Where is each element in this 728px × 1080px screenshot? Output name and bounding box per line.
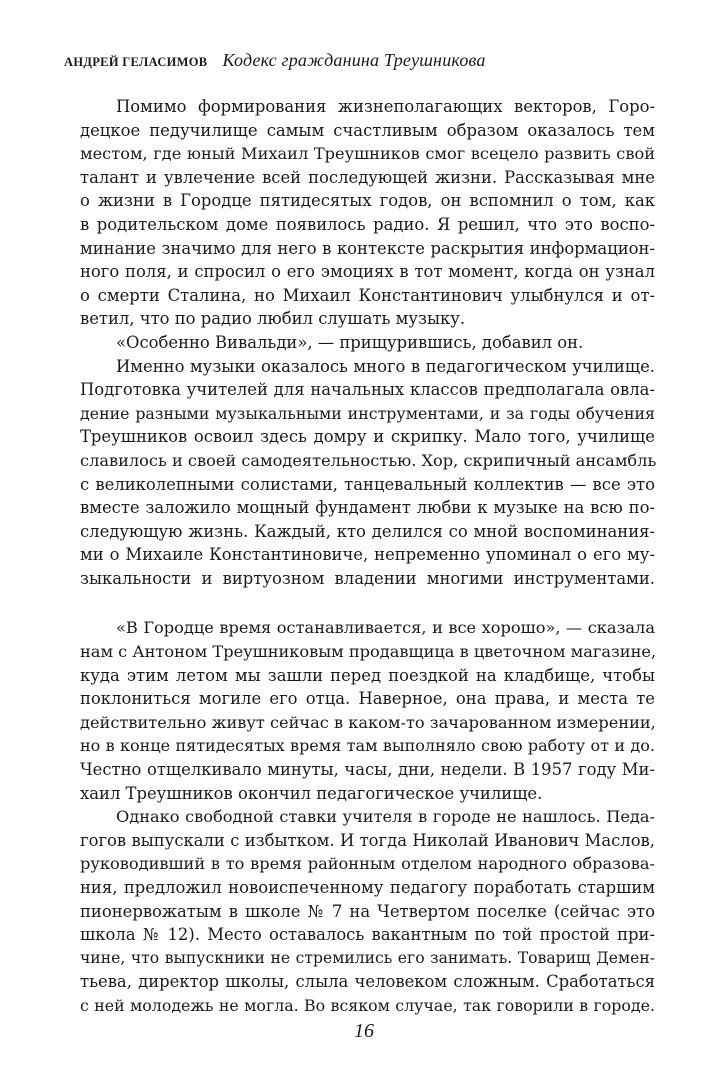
page-number: 16 — [354, 1020, 374, 1042]
text-line: вместе заложило мощный фундамент любви к музыке на всю по- — [80, 498, 655, 518]
header-author: АНДРЕЙ ГЕЛАСИМОВ — [64, 55, 208, 69]
text-line: о смерти Сталина, но Михаил Константинович улыбнулся и от- — [80, 285, 655, 305]
running-header — [64, 50, 688, 72]
text-line: талант и увлечение всей последующей жизни. Рассказывая мне — [80, 167, 655, 187]
text-line: тьева, директор школы, слыла человеком сложным. Сработаться — [80, 972, 655, 992]
paragraph-3 — [80, 355, 655, 591]
header-book-title: Кодекс гражданина Треушникова — [222, 50, 486, 70]
text-line: действительно живут сейчас в каком-то зачарованном измерении, — [80, 712, 656, 732]
text-line: ми о Михаиле Константиновиче, непременно упоминал о его му- — [80, 545, 655, 565]
text-line: ния, предложил новоиспеченному педагогу поработать старшим — [80, 878, 655, 897]
text-line: «Особенно Вивальди», — прищурившись, добавил он. — [116, 332, 584, 352]
text-line: с ней молодежь не могла. Во всяком случае, так говорили в городе. — [80, 995, 655, 1015]
text-line: хаил Треушников окончил педагогическое училище. — [80, 783, 543, 803]
text-line: «В Городце время останавливается, и все хорошо», — сказала — [116, 618, 655, 638]
text-line: Именно музыки оказалось много в педагогическом училище. — [116, 356, 655, 376]
text-line: нам с Антоном Треушниковым продавщица в цветочном магазине, — [80, 642, 657, 662]
text-line: минание значимо для него в контексте раскрытия информацион- — [80, 238, 655, 258]
text-line: пионервожатым в школе № 7 на Четвертом поселке (сейчас это — [80, 901, 655, 921]
text-line: куда этим летом мы зашли перед поездкой на кладбище, чтобы — [80, 665, 655, 685]
text-line: но в конце пятидесятых время там выполняло свою работу от и до. — [80, 736, 655, 756]
text-line: о жизни в Городце пятидесятых годов, он вспомнил о том, как — [80, 191, 655, 211]
text-line: следующую жизнь. Каждый, кто делился со мной воспоминания- — [80, 521, 655, 541]
text-line: чине, что выпускники не стремились его занимать. Товарищ Демен- — [80, 948, 655, 967]
page-body — [80, 95, 655, 1018]
text-line: дение разными музыкальными инструментами, и за годы обучения — [80, 403, 655, 423]
paragraph-4 — [80, 616, 655, 805]
text-line: школа № 12). Место оставалось вакантным по той простой при- — [80, 925, 655, 945]
text-line: поклониться могиле его отца. Наверное, она права, и места те — [80, 689, 655, 709]
text-line: Треушников освоил здесь домру и скрипку. Мало того, училище — [80, 427, 655, 447]
text-line: Честно отщелкивало минуты, часы, дни, недели. В 1957 году Ми- — [80, 760, 655, 780]
paragraph-2 — [80, 331, 655, 355]
section-gap — [80, 590, 655, 616]
text-line: Подготовка учителей для начальных классов предполагала овла- — [80, 380, 655, 400]
text-line: славилось и своей самодеятельностью. Хор, скрипичный ансамбль — [80, 450, 657, 470]
text-line: гогов выпускали с избытком. И тогда Николай Иванович Маслов, — [80, 830, 655, 850]
text-line: зыкальности и виртуозном владении многими инструментами. — [80, 568, 655, 588]
text-line: в родительском доме появилось радио. Я решил, что это воспо- — [80, 214, 655, 234]
paragraph-5 — [80, 805, 655, 1017]
text-line: ного поля, и спросил о его эмоциях в тот момент, когда он узнал — [80, 262, 655, 282]
text-line: Помимо формирования жизнеполагающих векторов, Горо- — [116, 97, 655, 116]
text-line: Однако свободной ставки учителя в городе не нашлось. Педа- — [116, 807, 655, 827]
text-line: руководивший в то время районным отделом народного образова- — [80, 854, 655, 874]
paragraph-1 — [80, 95, 655, 331]
text-line: децкое педучилище самым счастливым образом оказалось тем — [80, 120, 655, 140]
text-line: ветил, что по радио любил слушать музыку. — [80, 309, 466, 329]
text-line: с великолепными солистами, танцевальный коллектив — все это — [80, 474, 655, 494]
text-line: местом, где юный Михаил Треушников смог всецело развить свой — [80, 144, 655, 164]
